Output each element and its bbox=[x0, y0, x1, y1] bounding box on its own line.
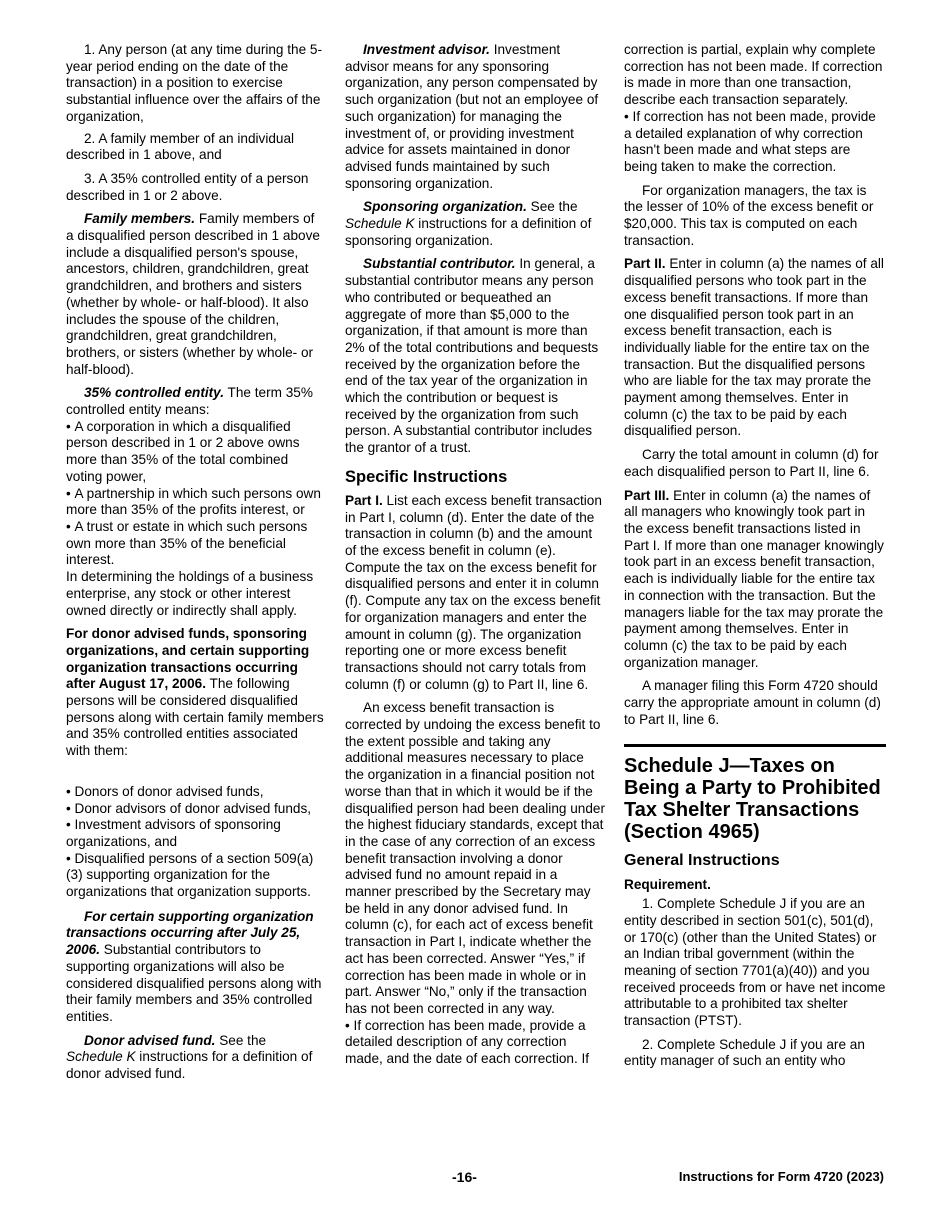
paragraph-donor-advised-fund: Donor advised fund. See the Schedule K instructions for a definition of donor advised fund. bbox=[66, 1032, 313, 1082]
paragraph: A manager filing this Form 4720 should carry the appropriate amount in column (d) to Part II, line 6. bbox=[624, 678, 881, 727]
run-in-heading: Sponsoring organization. bbox=[363, 199, 527, 215]
bullet-item: • A partnership in which such persons own more than 35% of the profits interest, or bbox=[66, 486, 325, 519]
run-in-heading: Family members. bbox=[84, 211, 196, 227]
run-in-heading: Part III. bbox=[624, 487, 670, 503]
paragraph-supporting-org: For certain supporting organization transactions occurring after July 25, 2006. Substantial contributors to supporting organizations will also be considered disqualified persons along with their family members and 35% controlled entities. bbox=[66, 908, 322, 1024]
footer-title: Instructions for Form 4720 (2023) bbox=[678, 1169, 884, 1184]
run-in-heading: Investment advisor. bbox=[363, 42, 490, 57]
column-middle bbox=[345, 42, 605, 1068]
paragraph-controlled-entity: 35% controlled entity. The term 35% controlled entity means: bbox=[66, 385, 313, 418]
bullet-item: • A trust or estate in which such persons own more than 35% of the beneficial interest. bbox=[66, 519, 325, 569]
paragraph-donor-advised: For donor advised funds, sponsoring organizations, and certain supporting organization transactions occurring after August 17, 2006. The following persons will be considered disqualified persons along with certain family members and 35% controlled entities associated with them: bbox=[66, 626, 324, 759]
paragraph-substantial-contributor: Substantial contributor. In general, a substantial contributor means any person who contributed or bequeathed an aggregate of more than $5,000 to the organization, if that amount is more than 2% of the total contributions and bequests received by the organization before the end of the tax year of the organization in which the contribution or bequest is received by the organization from such person. A substantial contributor includes the grantor of a trust. bbox=[345, 256, 599, 456]
paragraph: 2. Complete Schedule J if you are an entity manager of such an entity who bbox=[624, 1036, 865, 1069]
paragraph: 2. A family member of an individual described in 1 above, and bbox=[66, 130, 295, 163]
bullet-item: • If correction has been made, provide a detailed description of any correction made, and the date of each correction. If bbox=[345, 1018, 605, 1068]
requirement-heading: Requirement. bbox=[624, 877, 711, 893]
run-in-heading: Donor advised fund. bbox=[84, 1032, 216, 1048]
paragraph: Carry the total amount in column (d) for each disqualified person to Part II, line 6. bbox=[624, 447, 879, 479]
bullet-item: • Donors of donor advised funds, bbox=[66, 784, 325, 801]
section-heading-specific-instructions: Specific Instructions bbox=[345, 467, 508, 486]
paragraph: 3. A 35% controlled entity of a person described in 1 or 2 above. bbox=[66, 170, 309, 203]
bullet-item: • Donor advisors of donor advised funds, bbox=[66, 801, 325, 818]
paragraph: In determining the holdings of a business enterprise, any stock or other interest owned directly or indirectly shall apply. bbox=[66, 569, 314, 618]
paragraph: 1. Any person (at any time during the 5-year period ending on the date of the transaction) in a position to exercise substantial influence over the affairs of the organization, bbox=[66, 42, 323, 124]
paragraph-family-members: Family members. Family members of a disqualified person described in 1 above include a disqualified person's spouse, ancestors, children, grandchildren, great grandchildren, and brothers and sisters (whether by whole- or half-blood). It also includes the spouse of the children, grandchildren, great grandchildren, brothers, or sisters (whether by whole- or half-blood). bbox=[66, 211, 320, 377]
bullet-item: • A corporation in which a disqualified person described in 1 or 2 above owns more than 35% of the total combined voting power, bbox=[66, 419, 325, 486]
run-in-heading: 35% controlled entity. bbox=[84, 385, 224, 401]
paragraph: For organization managers, the tax is the lesser of 10% of the excess benefit or $20,000. This tax is computed on each transaction. bbox=[624, 182, 874, 248]
run-in-heading: Part II. bbox=[624, 256, 666, 272]
paragraph: An excess benefit transaction is corrected by undoing the excess benefit to the extent possible and taking any additional measures necessary to place the organization in a financial position not worse than that in which it would be if the disqualified person had been dealing under the highest fiduciary standards, except that in the case of any correction of an excess benefit transaction involving a donor advised fund no amount repaid in a manner prescribed by the Secretary may be held in any donor advised fund. In column (c), for each act of excess benefit transaction in Part I, indicate whether the act has been corrected. Answer “Yes,” if correction has been made in whole or in part. Answer “No,” only if the transaction has not been corrected in any way. bbox=[345, 700, 605, 1016]
paragraph-part-i: Part I. List each excess benefit transaction in Part I, column (d). Enter the date of the transaction in column (b) and the amount of the excess benefit in column (e). Compute the tax on the excess benefit for disqualified persons and enter it in column (f). Compute any tax on the excess benefit for organization managers and enter the amount in column (g). The organization reporting one or more excess benefit transactions should not carry totals from column (f) or column (g) to Part II, line 6. bbox=[345, 492, 602, 692]
paragraph-part-iii: Part III. Enter in column (a) the names of all managers who knowingly took part in the excess benefit transactions listed in Part I. If more than one manager knowingly took part in an excess benefit transaction, each is individually liable for the entire tax in connection with the transaction. But the managers liable for the tax may prorate the payment among themselves. Enter in column (c) the tax to be paid by each organization manager. bbox=[624, 487, 884, 670]
run-in-heading: For donor advised funds, sponsoring organizations, and certain supporting organization transactions occurring after August 17, 2006. bbox=[66, 626, 310, 692]
run-in-heading: For certain supporting organization transactions occurring after July 25, 2006. bbox=[66, 908, 314, 958]
page-number: -16- bbox=[452, 1169, 477, 1185]
run-in-heading: Part I. bbox=[345, 492, 383, 508]
bullet-item: • Investment advisors of sponsoring organizations, and bbox=[66, 817, 325, 850]
column-right bbox=[624, 42, 886, 1077]
run-in-heading: Substantial contributor. bbox=[363, 256, 516, 272]
paragraph-part-ii: Part II. Enter in column (a) the names of all disqualified persons who took part in the excess benefit transactions. If more than one disqualified person took part in an excess benefit transaction, each is individually liable for the entire tax on the transaction. But the disqualified persons who are liable for the tax may prorate the payment among themselves. Enter in column (c) the tax to be paid by each disqualified person. bbox=[624, 256, 884, 439]
paragraph-sponsoring-org: Sponsoring organization. See the Schedule K instructions for a definition of sponsoring organization. bbox=[345, 199, 592, 248]
general-instructions-heading: General Instructions bbox=[624, 852, 780, 870]
paragraph-investment-advisor: Investment advisor. Investment advisor means for any sponsoring organization, any person compensated by such organization (but not an employee of such organization) for managing the investment of, or providing investment advice for assets maintained in donor advised funds maintained by such sponsoring organization. bbox=[345, 42, 599, 191]
paragraph: correction is partial, explain why complete correction has not been made. If correction is made in more than one transaction, describe each transaction separately. bbox=[624, 42, 883, 108]
paragraph: 1. Complete Schedule J if you are an entity described in section 501(c), 501(d), or 170(c) (other than the United States) or an Indian tribal government (within the meaning of section 7701(a)(40)) and you received proceeds from or have net income attributable to a prohibited tax shelter transaction (PTST). bbox=[624, 896, 886, 1029]
bullet-item: • Disqualified persons of a section 509(a)(3) supporting organization for the organizations that organization supports. bbox=[66, 851, 325, 901]
schedule-j-heading: Schedule J—Taxes on Being a Party to Prohibited Tax Shelter Transactions (Section 4965) bbox=[624, 744, 886, 843]
column-left bbox=[66, 42, 325, 1090]
bullet-item: • If correction has not been made, provide a detailed explanation of why correction hasn't been made and what steps are being taken to make the correction. bbox=[624, 109, 886, 176]
